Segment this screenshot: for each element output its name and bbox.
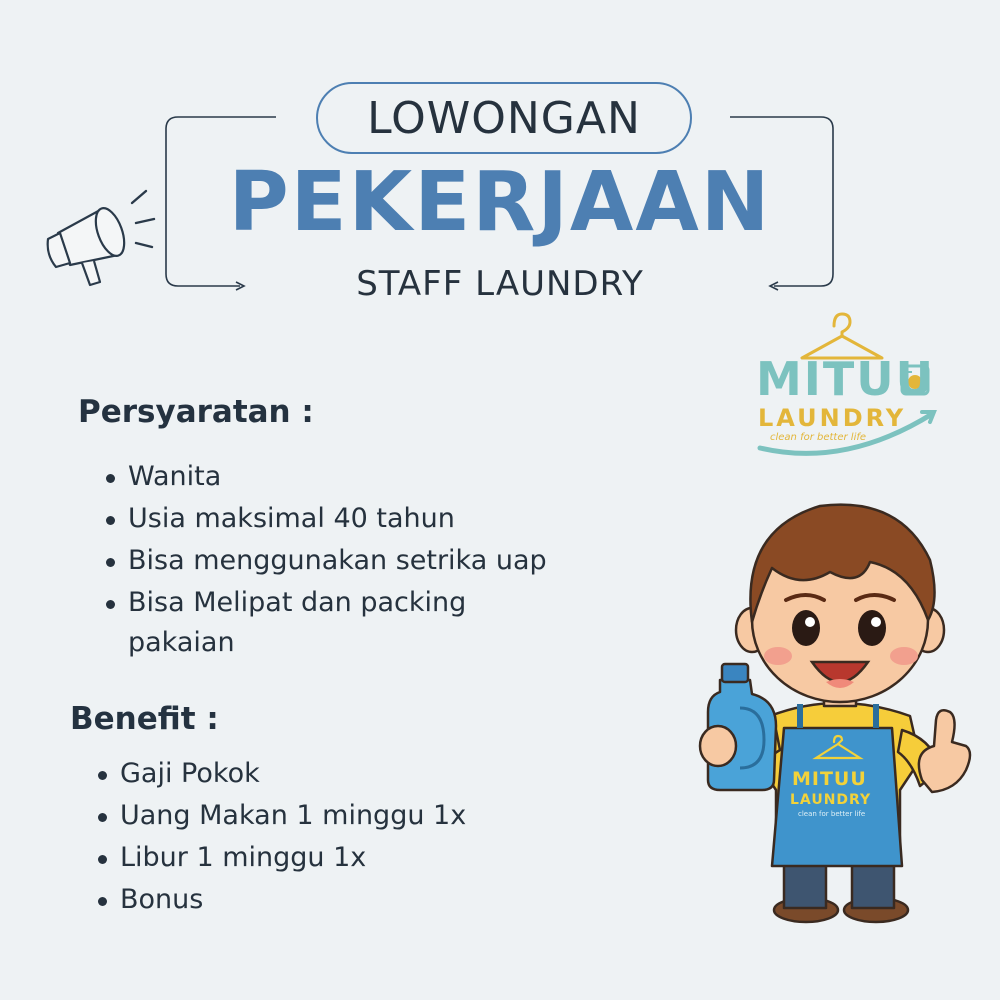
benefits-list <box>94 753 466 921</box>
page-title: PEKERJAAN <box>228 155 772 250</box>
list-item: Uang Makan 1 minggu 1x <box>94 795 466 837</box>
logo-laundry-text: LAUNDRY <box>758 404 907 432</box>
benefits-heading: Benefit : <box>70 701 219 737</box>
list-item: Wanita <box>102 456 547 498</box>
requirements-list <box>102 456 547 624</box>
requirements-heading: Persyaratan : <box>78 394 314 430</box>
apron-tagline: clean for better life <box>798 810 866 818</box>
header-pill <box>316 82 692 154</box>
pill-text: LOWONGAN <box>367 92 641 144</box>
logo-tagline: clean for better life <box>770 432 867 443</box>
list-item: Bisa menggunakan setrika uap <box>102 540 547 582</box>
list-item: Gaji Pokok <box>94 753 466 795</box>
list-item-continuation: pakaian <box>128 627 235 658</box>
laundry-boy-illustration <box>690 490 980 930</box>
brand-logo <box>750 310 940 465</box>
apron-brand-text: MITUU <box>792 768 867 790</box>
list-item: Usia maksimal 40 tahun <box>102 498 547 540</box>
page-subtitle: STAFF LAUNDRY <box>356 264 644 304</box>
list-item: Bisa Melipat dan packing <box>102 582 547 624</box>
apron-laundry-text: LAUNDRY <box>790 792 872 808</box>
list-item: Libur 1 minggu 1x <box>94 837 466 879</box>
list-item: Bonus <box>94 879 466 921</box>
logo-brand-text: MITUU <box>756 352 935 406</box>
